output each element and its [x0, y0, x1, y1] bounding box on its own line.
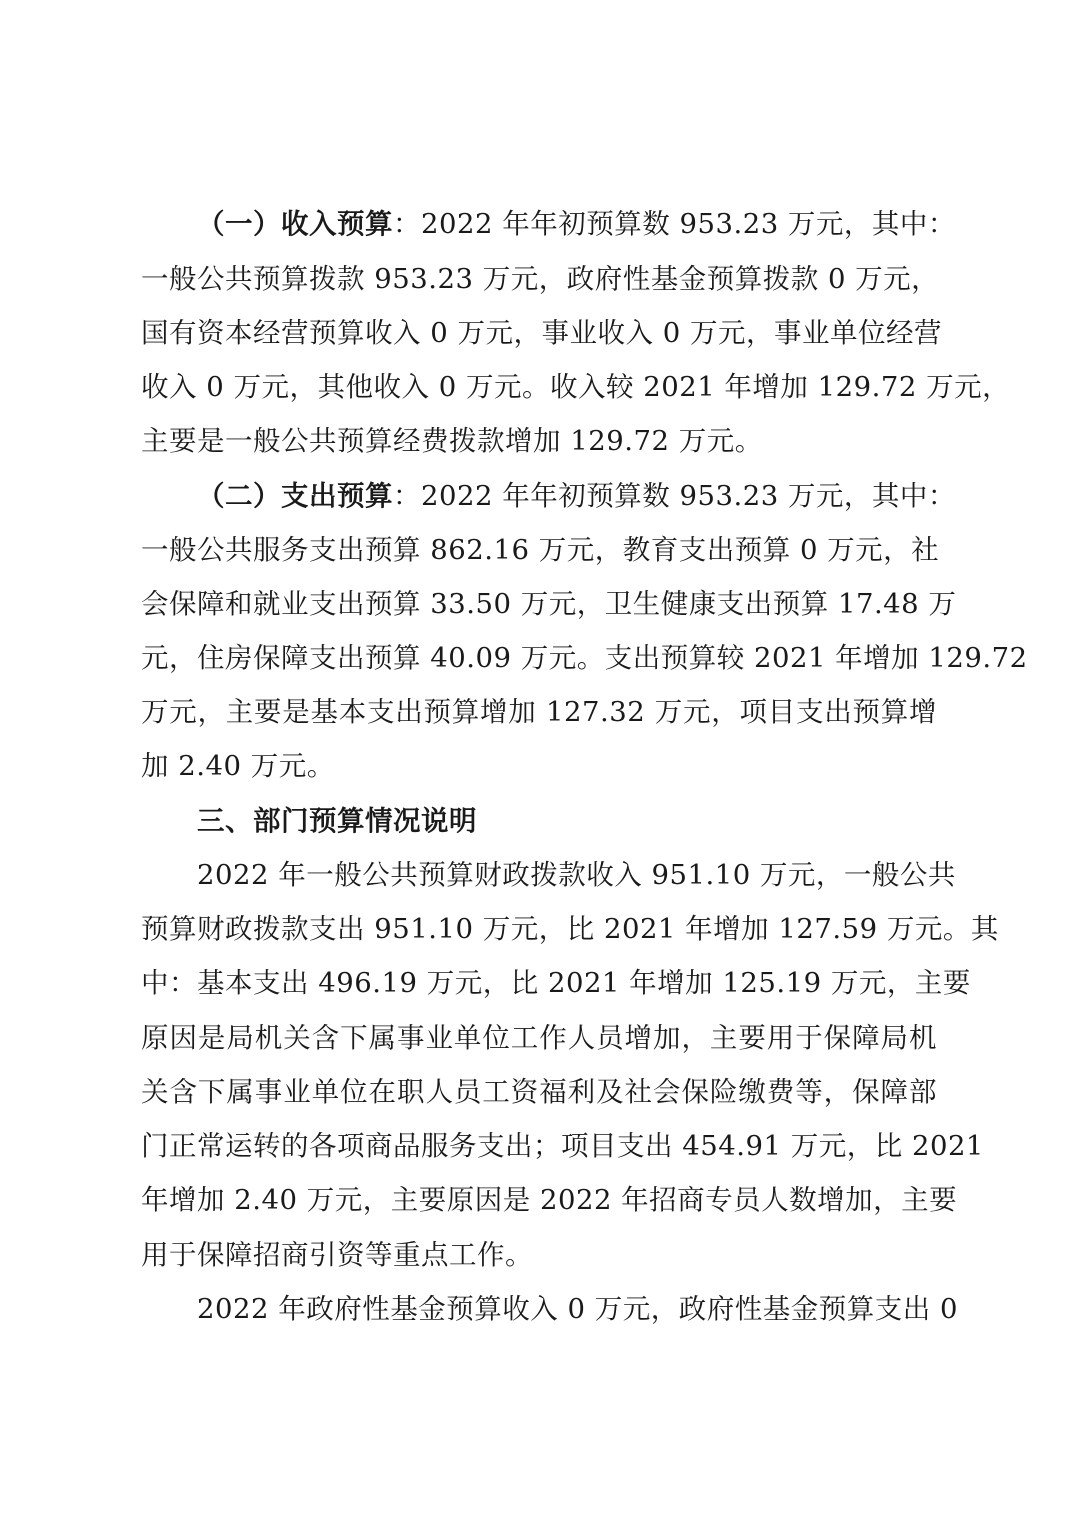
expense-budget-line-3: 会保障和就业支出预算 33.50 万元，卫生健康支出预算 17.48 万 [141, 588, 957, 620]
expense-budget-line-1-rest: ：2022 年年初预算数 953.23 万元，其中： [393, 480, 956, 512]
income-budget-label: 收入预算 [281, 208, 393, 240]
dept-budget-line-2: 预算财政拨款支出 951.10 万元，比 2021 年增加 127.59 万元。其 [141, 913, 999, 945]
dept-budget-line-8: 用于保障招商引资等重点工作。 [141, 1239, 533, 1271]
expense-budget-label: 支出预算 [281, 480, 393, 512]
dept-budget-line-4: 原因是局机关含下属事业单位工作人员增加，主要用于保障局机 [141, 1022, 937, 1054]
expense-budget-line-2: 一般公共服务支出预算 862.16 万元，教育支出预算 0 万元，社 [141, 534, 940, 566]
income-budget-line-3: 国有资本经营预算收入 0 万元，事业收入 0 万元，事业单位经营 [141, 317, 942, 349]
dept-budget-line-5: 关含下属事业单位在职人员工资福利及社会保险缴费等，保障部 [141, 1076, 937, 1108]
section-three-heading: 三、部门预算情况说明 [197, 805, 477, 837]
income-budget-line-4: 收入 0 万元，其他收入 0 万元。收入较 2021 年增加 129.72 万元， [141, 371, 1011, 403]
gov-fund-line-1: 2022 年政府性基金预算收入 0 万元，政府性基金预算支出 0 [197, 1293, 958, 1325]
dept-budget-line-3: 中：基本支出 496.19 万元，比 2021 年增加 125.19 万元，主要 [141, 967, 971, 999]
income-budget-line-1 [197, 197, 956, 251]
expense-budget-bracket: （二） [197, 480, 281, 512]
dept-budget-line-1: 2022 年一般公共预算财政拨款收入 951.10 万元，一般公共 [197, 859, 956, 891]
expense-budget-line-6: 加 2.40 万元。 [141, 750, 335, 782]
income-budget-line-1-rest: ：2022 年年初预算数 953.23 万元，其中： [393, 208, 956, 240]
dept-budget-line-6: 门正常运转的各项商品服务支出；项目支出 454.91 万元，比 2021 [141, 1130, 984, 1162]
income-budget-bracket: （一） [197, 208, 281, 240]
expense-budget-line-4: 元，住房保障支出预算 40.09 万元。支出预算较 2021 年增加 129.72 [141, 642, 1028, 674]
expense-budget-line-1 [197, 469, 956, 523]
expense-budget-line-5: 万元，主要是基本支出预算增加 127.32 万元，项目支出预算增 [141, 696, 937, 728]
dept-budget-line-7: 年增加 2.40 万元，主要原因是 2022 年招商专员人数增加，主要 [141, 1184, 958, 1216]
income-budget-line-2: 一般公共预算拨款 953.23 万元，政府性基金预算拨款 0 万元， [141, 263, 940, 295]
income-budget-line-5: 主要是一般公共预算经费拨款增加 129.72 万元。 [141, 425, 763, 457]
